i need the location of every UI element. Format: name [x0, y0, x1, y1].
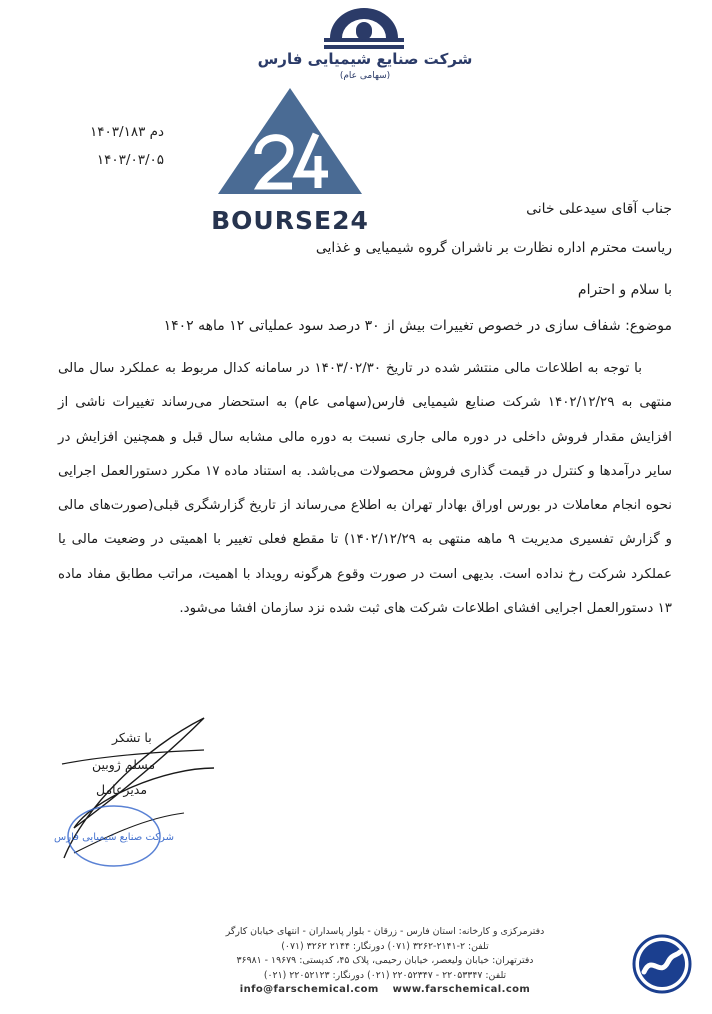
letter-date: ۱۴۰۳/۰۳/۰۵ — [96, 152, 164, 168]
signatory-name: مسلم ژوبین — [92, 757, 156, 772]
footer-address — [215, 925, 555, 983]
recipient: جناب آقای سیدعلی خانی — [526, 201, 672, 217]
footer-line-3: دفترتهران: خیابان ولیعصر، خیابان رحیمی، پلاک ۴۵، کدپستی: ۱۹۶۷۹ - ۳۶۹۸۱ — [236, 955, 534, 966]
company-name: شرکت صنایع شیمیایی فارس — [257, 50, 473, 68]
company-logo-icon — [320, 8, 408, 52]
reference-number: دم ۱۴۰۳/۱۸۳ — [90, 124, 164, 140]
greeting: با سلام و احترام — [577, 282, 672, 298]
letter-body — [58, 352, 672, 626]
reference-block — [64, 118, 164, 174]
footer-contact — [215, 984, 555, 995]
body-paragraph: با توجه به اطلاعات مالی منتشر شده در تاریخ ۱۴۰۳/۰۲/۳۰ در سامانه کدال مربوط به عملکرد سال مالی منتهی به ۱۴۰۲/۱۲/۲۹ شرکت صنایع شیمیایی فارس(سهامی عام) به استحضار می‌رساند تغییرات ناشی از افزایش مقدار فروش داخلی در دوره مالی جاری نسبت به دوره مالی مشابه سال قبل و همچنین افزایش در سایر درآمدها و کنترل در قیمت گذاری فروش محصولات می‌باشد. به استناد ماده ۱۷ مکرر دستورالعمل اجرایی نحوه انجام معاملات در بورس اوراق بهادار تهران به اطلاع می‌رساند از تاریخ گزارشگری قبلی(صورت‌های مالی و گزارش تفسیری مدیریت ۹ ماهه منتهی به ۱۴۰۲/۱۲/۲۹) تا مقطع فعلی تغییر با اهمیتی در وضعیت مالی یا عملکرد شرکت رخ نداده است. بدیهی است در صورت وقوع هرگونه رویداد با اهمیت، مراتب مطابق مفاد ماده ۱۳ دستورالعمل اجرایی افشای اطلاعات شرکت های ثبت شده نزد سازمان افشا می‌شود. — [58, 361, 673, 617]
footer-email: info@farschemical.com — [239, 984, 379, 995]
footer-line-2: تلفن: ۲-۲۱۴۱-۳۲۶۲ (۰۷۱) دورنگار: ۲۱۴۴ ۳۲۶۲ (۰۷۱) — [281, 940, 489, 952]
footer-line-1: دفترمرکزی و کارخانه: استان فارس - زرقان - بلوار پاسداران - انتهای خیابان کارگر — [225, 926, 545, 937]
bourse24-watermark-icon — [210, 84, 370, 244]
signature-closing: با تشکر — [112, 730, 152, 745]
stamp-text: شرکت صنایع شیمیایی فارس — [54, 832, 174, 843]
recipient-position: ریاست محترم اداره نظارت بر ناشران گروه شیمیایی و غذایی — [315, 240, 672, 256]
corner-brand-icon — [632, 934, 692, 994]
signatory-title: مدیرعامل — [96, 782, 148, 797]
bourse24-wordmark: BOURSE24 — [211, 206, 369, 235]
subject-line: موضوع: شفاف سازی در خصوص تغییرات بیش از ۳۰ درصد سود عملیاتی ۱۲ ماهه ۱۴۰۲ — [163, 318, 672, 334]
footer-website: www.farschemical.com — [392, 984, 531, 995]
company-subtitle: (سهامی عام) — [339, 71, 391, 81]
footer-line-4: تلفن: ۲۲۰۵۳۳۴۷ - ۲۲۰۵۲۳۴۷ (۰۲۱) دورنگار: ۲۲۰۵۲۱۲۳ (۰۲۱) — [263, 969, 507, 981]
